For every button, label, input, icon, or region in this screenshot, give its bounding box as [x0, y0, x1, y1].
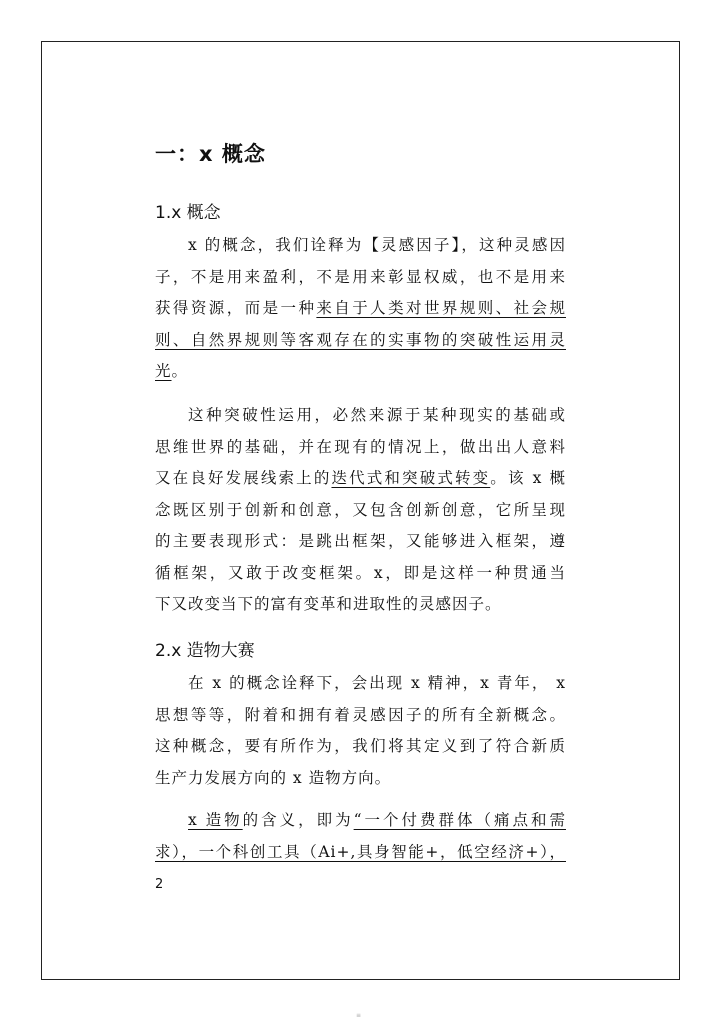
text-line: 的主要表现形式：是跳出框架，又能够进入框架，遵 — [155, 532, 566, 550]
underlined-phrase: 来自于人类对世界规则、社会规 — [316, 299, 566, 317]
text-line: 循框架，又敢于改变框架。x，即是这样一种贯通当 — [155, 563, 566, 582]
underlined-phrase: 则、自然界规则等客观存在的实事物的突破性运用灵 — [155, 330, 566, 349]
underlined-phrase: “一个付费群体（痛点和需 — [353, 811, 566, 829]
text-run: 的含义，即为 — [242, 811, 354, 829]
section-heading-concept: 1.x 概念 — [155, 203, 221, 223]
text-line — [155, 325, 566, 357]
concept-paragraph-2 — [155, 400, 566, 621]
text-run: 获得资源，而是一种 — [155, 299, 317, 317]
underlined-phrase: 求），一个科创工具（Ai+,具身智能+，低空经济+）， — [155, 842, 566, 861]
text-run: 又在良好发展线索上的 — [155, 469, 332, 487]
text-line: 子，不是用来盈利，不是用来彰显权威，也不是用来 — [155, 267, 566, 286]
footer-mark: ≡ — [356, 1012, 362, 1019]
text-line: 思想等等，附着和拥有着灵感因子的所有全新概念。 — [155, 705, 566, 724]
text-line: 生产力发展方向的 x 造物方向。 — [155, 768, 392, 787]
underlined-phrase: 光 — [155, 362, 172, 380]
text-line — [155, 837, 566, 869]
text-line: 这种概念，要有所作为，我们将其定义到了符合新质 — [155, 737, 566, 755]
text-run: 。该 x 概 — [490, 469, 566, 487]
section-heading-contest: 2.x 造物大赛 — [155, 641, 255, 661]
page-number: 2 — [155, 877, 164, 892]
contest-paragraph-2 — [155, 805, 566, 868]
text-line: 思维世界的基础，并在现有的情况上，做出出人意料 — [155, 437, 566, 456]
text-line: 念既区别于创新和创意，又包含创新创意，它所呈现 — [155, 500, 566, 519]
text-line: x 的概念，我们诠释为【灵感因子】，这种灵感因 — [188, 236, 566, 254]
underlined-phrase: x 造物 — [188, 811, 243, 829]
document-page — [41, 41, 680, 980]
underlined-phrase: 迭代式和突破式转变 — [331, 469, 491, 487]
text-line — [155, 463, 566, 495]
text-line: 这种突破性运用，必然来源于某种现实的基础或 — [188, 406, 566, 424]
contest-paragraph-1 — [155, 668, 566, 794]
text-line — [155, 293, 566, 325]
text-line: 在 x 的概念诠释下，会出现 x 精神，x 青年， x — [188, 674, 566, 692]
text-run: 。 — [171, 362, 189, 380]
chapter-heading: 一：x 概念 — [155, 142, 266, 166]
text-line: 下又改变当下的富有变革和进取性的灵感因子。 — [155, 595, 502, 613]
text-line — [155, 805, 566, 837]
text-line — [155, 356, 566, 388]
concept-paragraph-1 — [155, 230, 566, 388]
